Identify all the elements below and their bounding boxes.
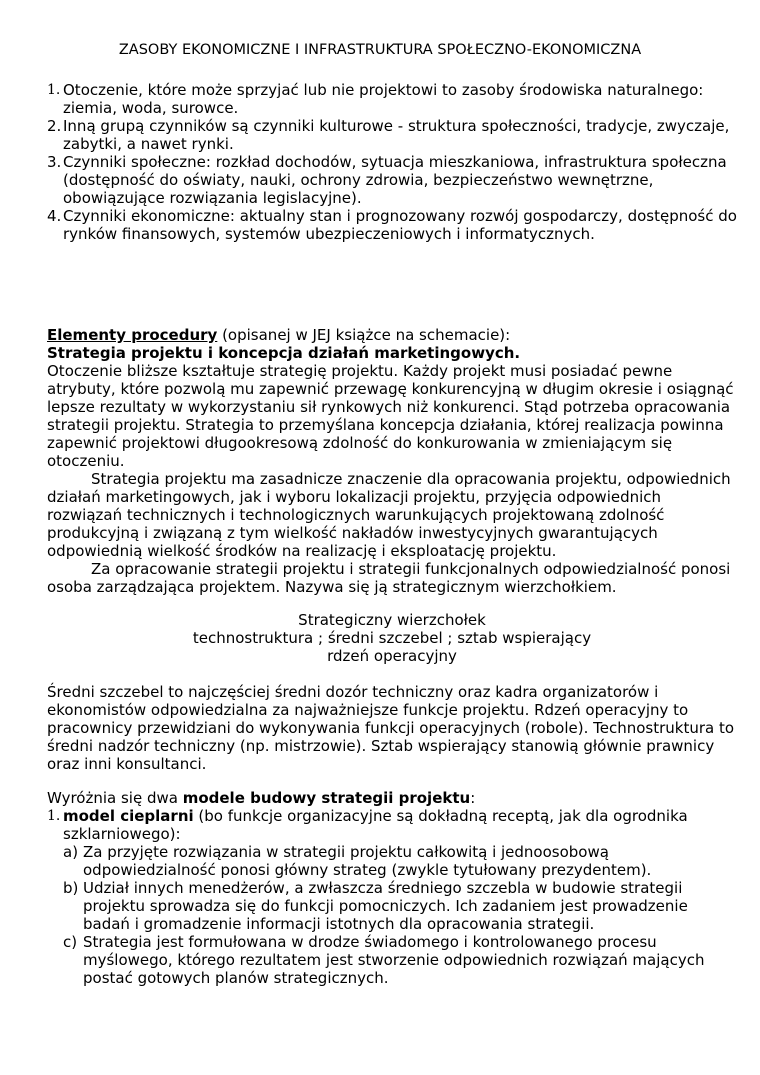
list-number: 4. [47,207,62,225]
page-title: ZASOBY EKONOMICZNE I INFRASTRUKTURA SPOŁECZNO-EKONOMICZNA [118,42,642,58]
procedure-section [47,326,737,596]
list-item [47,207,737,243]
sub-list-text: Udział innych menedżerów, a zwłaszcza średniego szczebla w budowie strategii projektu sprowadza się do funkcji pomocniczych. Ich zadaniem jest prowadzenie badań i gromadzenie informacji istotnych dla opracowania strategii. [83,879,688,933]
models-intro [47,789,737,807]
explanation-paragraph: Średni szczebel to najczęściej średni dozór techniczny oraz kadra organizatorów i ekonomistów odpowiedzialna za najważniejsze funkcje projektu. Rdzeń operacyjny to pracownicy przewidziani do wykonywania funkcji operacyjnych (robole). Technostruktura to średni nadzór techniczny (np. mistrzowie). Sztab wspierający stanowią głównie prawnicy oraz inni konsultanci. [47,683,735,773]
sub-list-text: Strategia jest formułowana w drodze świadomego i kontrolowanego procesu myślowego, którego rezultatem jest stworzenie odpowiednich rozwiązań mających postać gotowych planów strategicznych. [83,933,705,987]
list-text: Czynniki ekonomiczne: aktualny stan i prognozowany rozwój gospodarczy, dostępność do rynków finansowych, systemów ubezpieczeniowych i informatycznych. [63,207,737,243]
sub-list-label: a) [63,843,79,861]
procedure-heading: Elementy procedury [47,326,218,344]
model-description: (bo funkcje organizacyjne są dokładną receptą, jak dla ogrodnika szklarniowego): [63,807,688,843]
models-intro-colon: : [470,789,476,807]
list-item [47,153,737,207]
factors-list [47,81,737,243]
list-number: 3. [47,153,62,171]
list-text: Czynniki społeczne: rozkład dochodów, sytuacja mieszkaniowa, infrastruktura społeczna (dostępność do oświaty, nauki, ochrony zdrowia, bezpieczeństwo wewnętrzne, obowiązujące rozwiązania legislacyjne). [63,153,727,207]
sub-list-item [47,879,737,933]
strategy-subheading: Strategia projektu i koncepcja działań marketingowych. [47,344,521,362]
paragraph: Strategia projektu ma zasadnicze znaczenie dla opracowania projektu, odpowiednich działań marketingowych, jak i wyboru lokalizacji projektu, przyjęcia odpowiednich rozwiązań technicznych i technologicznych warunkujących projektowaną zdolność produkcyjną i związaną z tym wielkość nakładów inwestycyjnych gwarantujących odpowiednią wielkość środków na realizację i eksploatację projektu. [47,470,731,560]
models-intro-bold: modele budowy strategii projektu [182,789,471,807]
list-item [47,117,737,153]
scheme-top: Strategiczny wierzchołek [298,611,486,629]
list-text: Otoczenie, które może sprzyjać lub nie projektowi to zasoby środowiska naturalnego: ziemia, woda, surowce. [63,81,704,117]
list-number: 2. [47,117,62,135]
models-intro-text: Wyróżnia się dwa [47,789,183,807]
list-text: Inną grupą czynników są czynniki kulturowe - struktura społeczności, tradycje, zwyczaje, zabytki, a nawet rynki. [63,117,730,153]
procedure-heading-note: (opisanej w JEJ książce na schemacie): [217,326,511,344]
paragraph: Otoczenie bliższe kształtuje strategię projektu. Każdy projekt musi posiadać pewne atrybuty, które pozwolą mu zapewnić przewagę konkurencyjną w długim okresie i osiągnąć lepsze rezultaty w wykorzystaniu sił rynkowych niż konkurenci. Stąd potrzeba opracowania strategii projektu. Strategia to przemyślana koncepcja działania, której realizacja powinna zapewnić projektowi długookresową zdolność do konkurowania w zmieniającym się otoczeniu. [47,362,734,470]
list-item [47,807,737,843]
scheme-middle: technostruktura ; średni szczebel ; sztab wspierający [192,629,592,647]
sub-list-item [47,843,737,879]
structure-scheme [47,611,737,665]
list-number: 1. [47,82,61,98]
sub-list-label: c) [63,933,78,951]
list-item [47,81,737,117]
procedure-heading-line [47,326,737,344]
sub-list-text: Za przyjęte rozwiązania w strategii projektu całkowitą i jednoosobową odpowiedzialność ponosi główny strateg (zwykle tytułowany prezydentem). [83,843,652,879]
sub-list-label: b) [63,879,79,897]
paragraph: Za opracowanie strategii projektu i strategii funkcjonalnych odpowiedzialność ponosi osoba zarządzająca projektem. Nazywa się ją strategicznym wierzchołkiem. [47,560,731,596]
scheme-bottom: rdzeń operacyjny [327,647,457,665]
models-section [47,789,737,987]
sub-list-item [47,933,737,987]
model-name: model cieplarni [63,807,194,825]
list-number: 1. [47,808,61,824]
